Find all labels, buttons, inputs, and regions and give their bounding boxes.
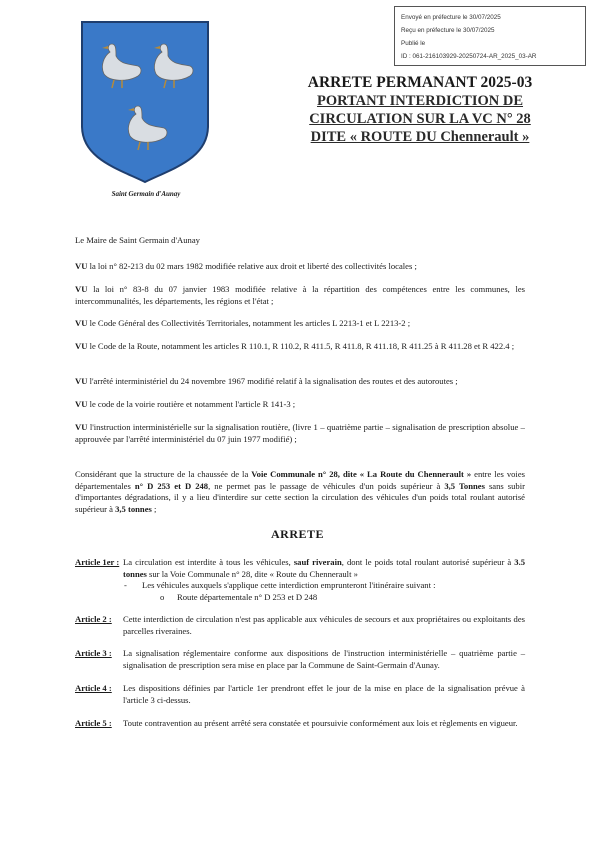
considerant-text: sans subir d'importantes dégradations, il y a lieu d'interdire sur cette section la circulation des véhicules d'un poids total roulant autorisé supérieur à (75, 480, 525, 514)
vu-paragraph (75, 318, 525, 330)
vu-label: VU (75, 261, 88, 271)
vu-label: VU (75, 284, 88, 294)
vu-text: l'arrêté interministériel du 24 novembre 1967 modifié relatif à la signalisation des routes et des autoroutes ; (89, 376, 458, 386)
vu-paragraph (75, 284, 525, 307)
considerant-paragraph (75, 469, 525, 515)
considerant-text: entre les voies départementales (75, 469, 525, 491)
article-4-label: Article 4 : (75, 683, 112, 693)
vu-paragraph (75, 422, 525, 445)
arrete-title: ARRETE PERMANANT 2025-03 (307, 74, 533, 91)
vu-text: le code de la voirie routière et notamment l'article R 141-3 ; (89, 399, 296, 409)
considerant-departmental-roads: n° D 253 et D 248 (134, 480, 209, 491)
considerant-text: ; (151, 503, 157, 514)
article-3-label: Article 3 : (75, 648, 112, 658)
article-text: sur la Voie Communale n° 28, dite « Route du Chennerault » (146, 568, 358, 579)
considerant-weight-limit: 3,5 tonnes (115, 503, 152, 514)
bullet-circle: o (160, 592, 165, 602)
article-1-itinerary: Les véhicules auxquels s'applique cette interdiction emprunteront l'itinéraire suivant : (142, 580, 436, 590)
arrete-heading: ARRETE (270, 527, 324, 541)
stamp-received-line: Reçu en préfecture le 30/07/2025 (401, 27, 495, 34)
considerant-text: Considérant que la structure de la chaussée de la (75, 469, 252, 479)
vu-label: VU (75, 399, 88, 409)
stamp-published-line: Publié le (401, 40, 426, 47)
article-exception: sauf riverain (293, 557, 342, 567)
article-text: , dont le poids total roulant autorisé supérieur à (341, 557, 515, 567)
vu-paragraph (75, 261, 525, 273)
considerant-text: , ne permet pas le passage de véhicules d'un poids supérieur à (208, 480, 445, 491)
article-2-label: Article 2 : (75, 614, 112, 624)
stamp-id-line: ID : 061-216103929-20250724-AR_2025_03-AR (401, 53, 537, 60)
article-4-text: Les dispositions définies par l'article 1er prendront effet le jour de la mise en place de la signalisation prévue à l'article 3 ci-dessus. (123, 683, 525, 705)
arrete-subtitle (260, 92, 580, 146)
vu-text: la loi n° 82-213 du 02 mars 1982 modifiée relative aux droit et liberté des collectivités locales ; (89, 261, 417, 271)
article-5-label: Article 5 : (75, 718, 112, 728)
vu-paragraph (75, 341, 525, 353)
considerant-weight-limit: 3,5 Tonnes (444, 480, 485, 491)
shield-shape (82, 22, 208, 182)
vu-text: le Code de la Route, notamment les articles R 110.1, R 110.2, R 411.5, R 411.8, R 411.18, R 411.25 à R 411.28 et R 422.4 ; (89, 341, 515, 351)
article-2-text: Cette interdiction de circulation n'est pas applicable aux véhicules de secours et aux propriétaires ou exploitants des parcelles riveraines. (123, 614, 525, 636)
article-5-text: Toute contravention au présent arrêté sera constatée et poursuivie conformément aux lois et règlements en vigueur. (123, 718, 518, 728)
mayor-intro: Le Maire de Saint Germain d'Aunay (75, 235, 200, 245)
vu-text: le Code Général des Collectivités Territoriales, notamment les articles L 2213-1 et L 2213-2 ; (89, 318, 411, 328)
vu-label: VU (75, 376, 88, 386)
vu-text: l'instruction interministérielle sur la signalisation routière, (livre 1 – quatrième partie – signalisation de prescription absolue – approuvée par l'arrêté interministériel du 07 juin 1977 modifié) ; (75, 422, 525, 444)
article-3-text: La signalisation réglementaire conforme aux dispositions de l'instruction interministérielle – quatrième partie – signalisation de prescription sera mise en place par la Commune de Saint-Germain d'Aunay. (123, 648, 525, 670)
subtitle-line: DITE « ROUTE DU Chennerault » (310, 129, 530, 145)
article-weight-limit: 3.5 tonnes (123, 557, 526, 579)
vu-text: la loi n° 83-8 du 07 janvier 1983 modifiée relative à la répartition des compétences entre les communes, les intercommunalités, les départements, les régions et l'état ; (75, 284, 525, 306)
coat-caption: Saint Germain d'Aunay (111, 190, 181, 198)
vu-paragraph (75, 376, 525, 388)
vu-paragraph (75, 399, 525, 411)
article-1-label: Article 1er : (75, 557, 120, 567)
subtitle-line: PORTANT INTERDICTION DE (316, 93, 524, 109)
bullet-dash: - (124, 580, 127, 590)
article-text: La circulation est interdite à tous les véhicules, (123, 557, 294, 567)
stamp-sent-line: Envoyé en préfecture le 30/07/2025 (401, 14, 501, 21)
coat-of-arms-icon (78, 18, 212, 186)
vu-label: VU (75, 422, 88, 432)
article-1-route: Route départementale n° D 253 et D 248 (177, 592, 318, 602)
prefecture-stamp (394, 6, 586, 66)
article-1-text (123, 557, 525, 580)
subtitle-line: CIRCULATION SUR LA VC N° 28 (309, 111, 531, 127)
vu-label: VU (75, 341, 88, 351)
vu-label: VU (75, 318, 88, 328)
considerant-road-name: Voie Communale n° 28, dite « La Route du Chennerault » (251, 469, 472, 479)
